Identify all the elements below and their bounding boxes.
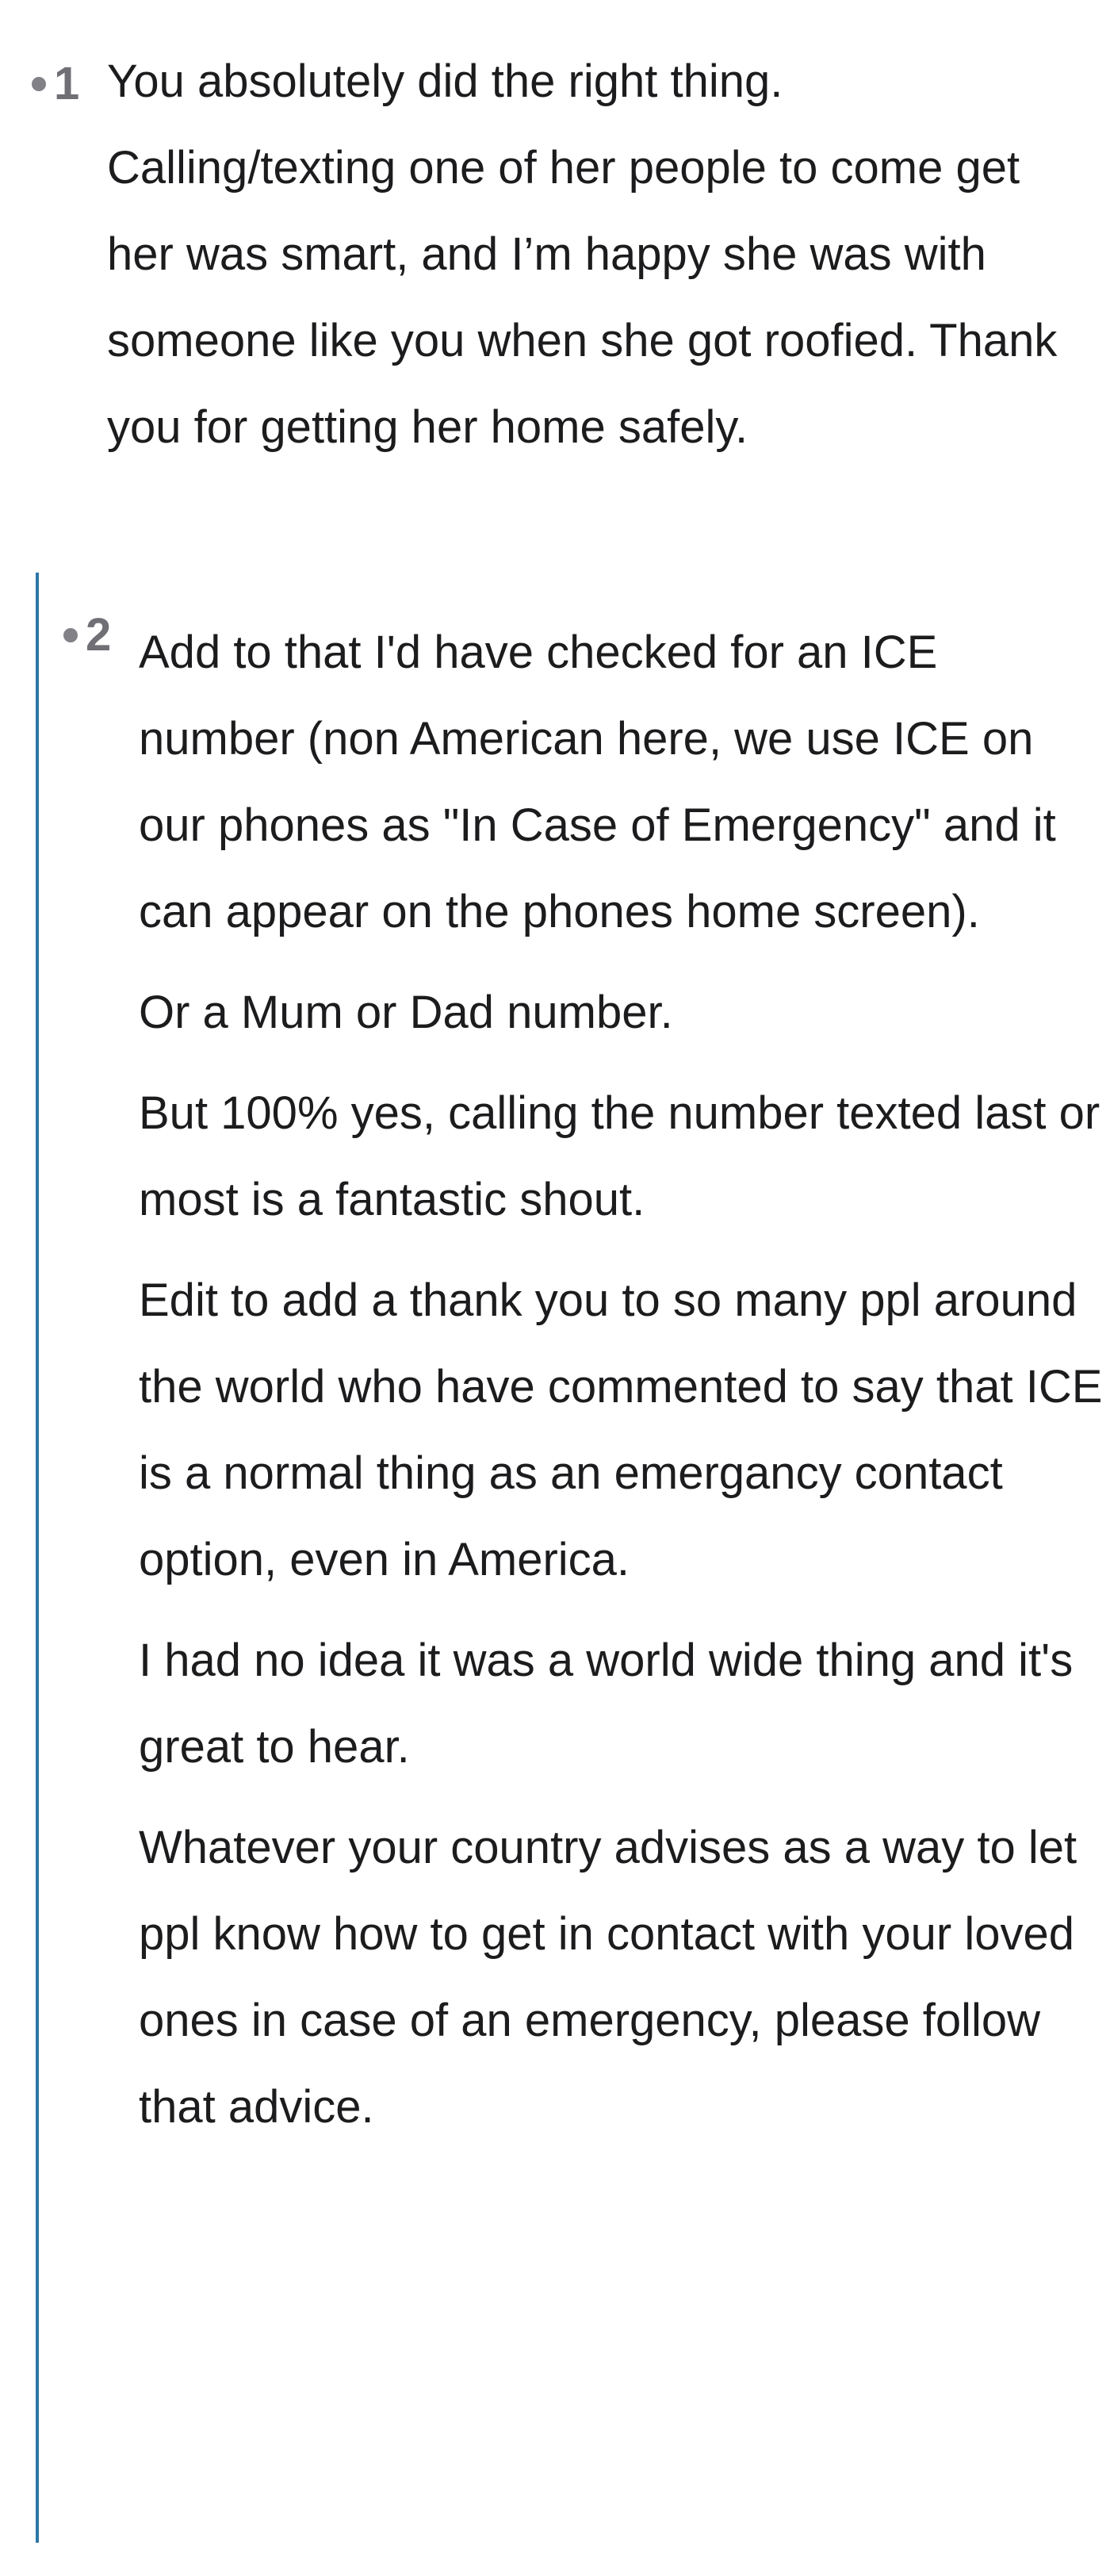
- comment-body: [139, 609, 1106, 2150]
- comment-paragraph: I had no idea it was a world wide thing and it's great to hear.: [139, 1635, 1074, 1773]
- comment-paragraph: Whatever your country advises as a way to let ppl know how to get in contact with your loved ones in case of an emergency, please follow that advice.: [139, 1822, 1077, 2133]
- bullet-icon: [63, 628, 78, 642]
- comment-depth: 1: [54, 58, 80, 109]
- bullet-icon: [32, 77, 46, 91]
- comment-body: [107, 38, 1074, 470]
- comment-depth: 2: [86, 609, 112, 661]
- comment-paragraph: But 100% yes, calling the number texted last or most is a fantastic shout.: [139, 1087, 1100, 1225]
- comment-meta: [63, 609, 112, 661]
- comment-paragraph: You absolutely did the right thing. Calling/texting one of her people to come get her was smart, and I’m happy she was with someone like you when she got roofied. Thank you for getting her home safely.: [107, 56, 1058, 453]
- comment-meta: [32, 58, 80, 109]
- thread-collapse-line[interactable]: [36, 573, 39, 2543]
- comment-paragraph: Or a Mum or Dad number.: [139, 987, 673, 1038]
- comment-paragraph: Edit to add a thank you to so many ppl around the world who have commented to say that ICE is a normal thing as an emergancy contact option, even in America.: [139, 1275, 1103, 1585]
- comment-paragraph: Add to that I'd have checked for an ICE number (non American here, we use ICE on our phones as "In Case of Emergency" and it can appear on the phones home screen).: [139, 627, 1056, 937]
